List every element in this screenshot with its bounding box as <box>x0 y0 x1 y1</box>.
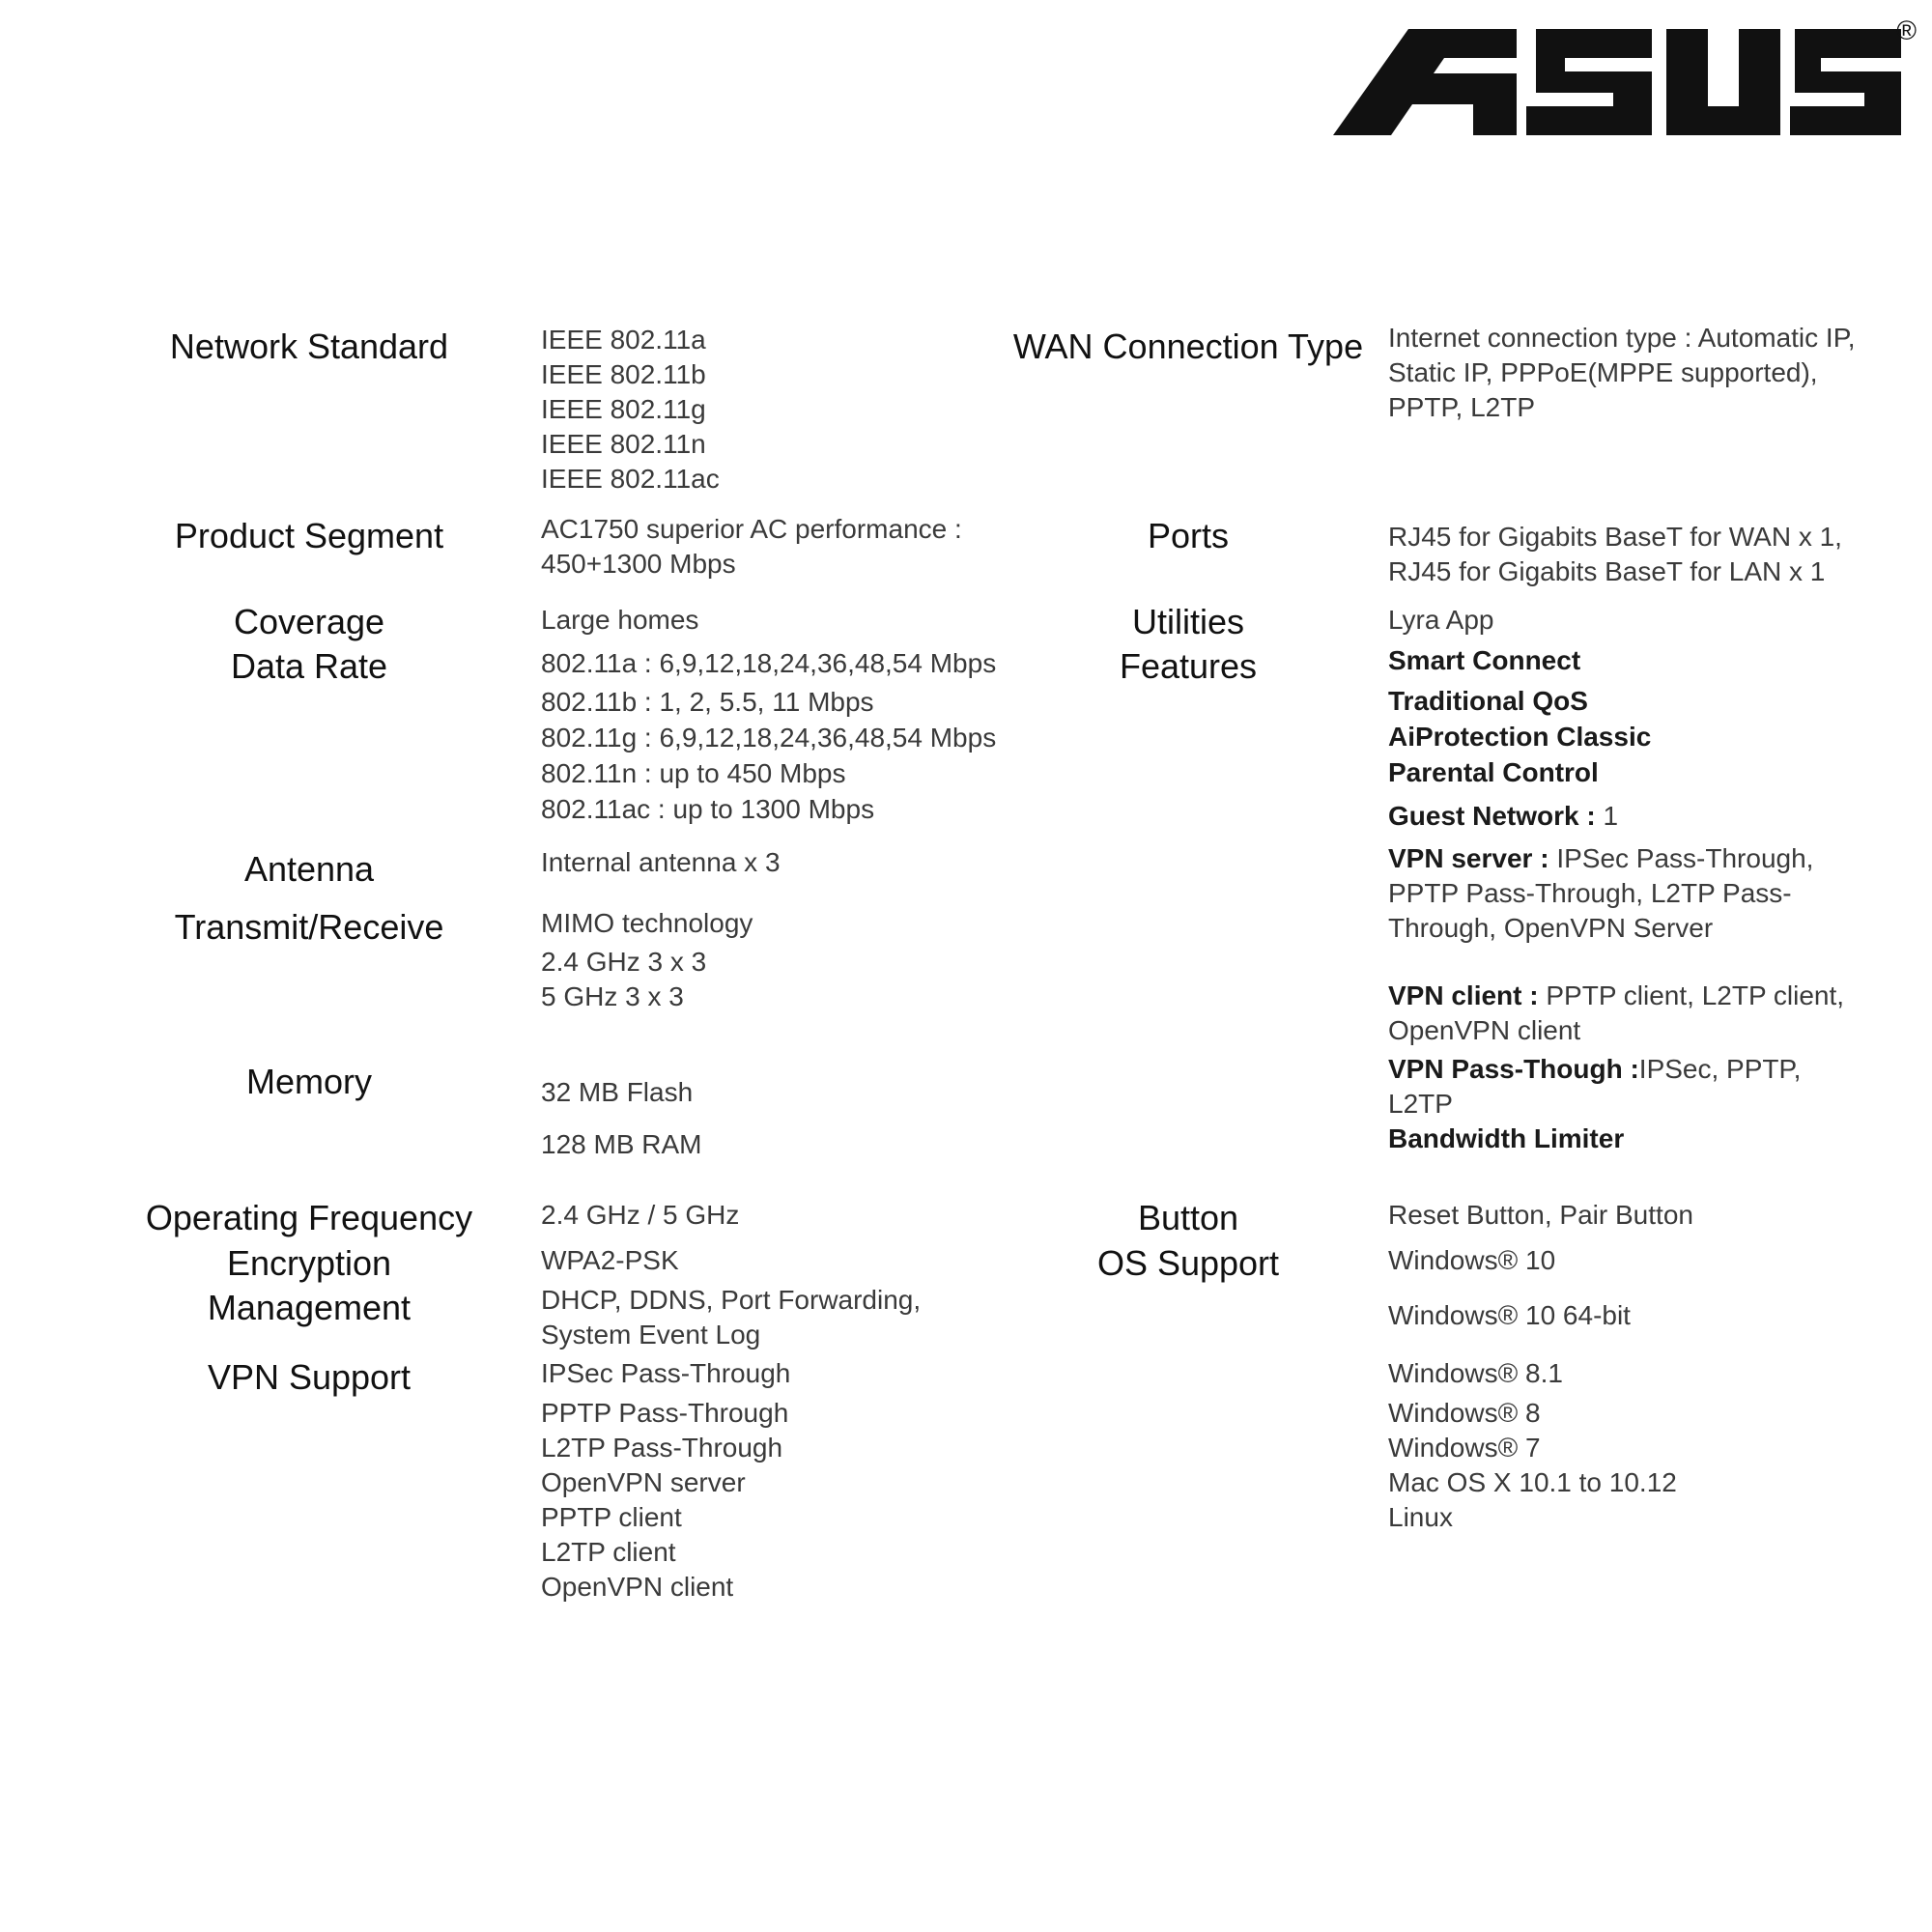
list-item: L2TP <box>1388 1089 1453 1119</box>
feature-vpn-server-key: VPN server : <box>1388 843 1549 873</box>
list-item: IEEE 802.11n <box>541 429 706 459</box>
label-product-segment: Product Segment <box>174 516 444 555</box>
label-os-support: OS Support <box>1096 1243 1280 1283</box>
feature-vpn-server-value: IPSec Pass-Through, <box>1548 843 1814 873</box>
label-button: Button <box>1137 1198 1239 1237</box>
value-ports <box>1388 520 1842 589</box>
label-management: Management <box>207 1288 412 1327</box>
label-coverage: Coverage <box>233 602 385 641</box>
feature-vpn-client-key: VPN client : <box>1388 980 1539 1010</box>
label-antenna: Antenna <box>243 849 375 889</box>
label-network-standard: Network Standard <box>169 327 449 366</box>
feature-aiprotection: AiProtection Classic <box>1388 722 1652 752</box>
list-item: L2TP client <box>541 1537 676 1567</box>
value-os-support <box>1388 1243 1677 1535</box>
label-vpn-support: VPN Support <box>207 1357 412 1397</box>
value-operating-frequency: 2.4 GHz / 5 GHz <box>541 1200 740 1230</box>
list-item: Windows® 10 <box>1388 1245 1556 1275</box>
feature-traditional-qos: Traditional QoS <box>1388 686 1588 716</box>
value-network-standard <box>541 323 720 497</box>
list-item: PPTP Pass-Through, L2TP Pass- <box>1388 878 1792 908</box>
label-features: Features <box>1119 646 1258 686</box>
list-item: IPSec Pass-Through <box>541 1358 791 1388</box>
list-item: 802.11n : up to 450 Mbps <box>541 758 846 788</box>
feature-vpn-pass-key: VPN Pass-Though : <box>1388 1054 1639 1084</box>
value-coverage: Large homes <box>541 605 699 635</box>
label-encryption: Encryption <box>226 1243 392 1283</box>
list-item: Internet connection type : Automatic IP, <box>1388 323 1856 353</box>
feature-vpn-pass-value: IPSec, PPTP, <box>1638 1054 1802 1084</box>
feature-parental-control: Parental Control <box>1388 757 1599 787</box>
list-item: RJ45 for Gigabits BaseT for WAN x 1, <box>1388 522 1842 552</box>
list-item: Mac OS X 10.1 to 10.12 <box>1388 1467 1677 1497</box>
value-button: Reset Button, Pair Button <box>1388 1200 1693 1230</box>
list-item: 802.11g : 6,9,12,18,24,36,48,54 Mbps <box>541 723 997 753</box>
value-vpn-support <box>541 1356 790 1605</box>
list-item: 450+1300 Mbps <box>541 549 736 579</box>
value-transmit-receive <box>541 906 753 1014</box>
asus-logo <box>1333 15 1917 147</box>
list-item: Windows® 8 <box>1388 1398 1541 1428</box>
asus-wordmark-icon <box>1333 21 1903 147</box>
list-item: Static IP, PPPoE(MPPE supported), <box>1388 357 1818 387</box>
value-product-segment <box>541 512 962 582</box>
list-item: OpenVPN client <box>1388 1015 1581 1045</box>
list-item: Through, OpenVPN Server <box>1388 913 1714 943</box>
feature-smart-connect: Smart Connect <box>1388 645 1581 675</box>
value-utilities: Lyra App <box>1388 605 1494 635</box>
list-item: IEEE 802.11b <box>541 359 706 389</box>
label-wan-connection-type: WAN Connection Type <box>1012 327 1364 366</box>
registered-mark: ® <box>1896 15 1917 45</box>
value-antenna: Internal antenna x 3 <box>541 847 781 877</box>
label-ports: Ports <box>1147 516 1230 555</box>
list-item: IEEE 802.11g <box>541 394 706 424</box>
list-item: DHCP, DDNS, Port Forwarding, <box>541 1285 922 1315</box>
label-transmit-receive: Transmit/Receive <box>174 907 444 947</box>
list-item: IEEE 802.11a <box>541 325 706 355</box>
list-item: 802.11ac : up to 1300 Mbps <box>541 794 875 824</box>
list-item: Linux <box>1388 1502 1453 1532</box>
label-data-rate: Data Rate <box>230 646 388 686</box>
list-item: PPTP client <box>541 1502 682 1532</box>
list-item: L2TP Pass-Through <box>541 1433 783 1463</box>
list-item: 2.4 GHz 3 x 3 <box>541 947 707 977</box>
value-data-rate <box>541 646 996 828</box>
value-wan-connection-type <box>1388 321 1856 425</box>
list-item: 128 MB RAM <box>541 1129 702 1159</box>
list-item: 32 MB Flash <box>541 1077 694 1107</box>
list-item: Windows® 7 <box>1388 1433 1541 1463</box>
list-item: AC1750 superior AC performance : <box>541 514 962 544</box>
list-item: IEEE 802.11ac <box>541 464 720 494</box>
label-operating-frequency: Operating Frequency <box>145 1198 473 1237</box>
label-memory: Memory <box>245 1062 372 1101</box>
list-item: RJ45 for Gigabits BaseT for LAN x 1 <box>1388 556 1826 586</box>
feature-guest-network-value: 1 <box>1595 801 1619 831</box>
value-features <box>1388 643 1844 1156</box>
list-item: MIMO technology <box>541 908 753 938</box>
list-item: OpenVPN client <box>541 1572 734 1602</box>
list-item: 802.11b : 1, 2, 5.5, 11 Mbps <box>541 687 874 717</box>
list-item: 802.11a : 6,9,12,18,24,36,48,54 Mbps <box>541 648 997 678</box>
list-item: System Event Log <box>541 1320 761 1350</box>
list-item: 5 GHz 3 x 3 <box>541 981 684 1011</box>
value-memory <box>541 1075 702 1162</box>
list-item: Windows® 10 64-bit <box>1388 1300 1631 1330</box>
list-item: Windows® 8.1 <box>1388 1358 1563 1388</box>
feature-bandwidth-limiter: Bandwidth Limiter <box>1388 1123 1625 1153</box>
feature-vpn-client-value: PPTP client, L2TP client, <box>1538 980 1845 1010</box>
list-item: OpenVPN server <box>541 1467 746 1497</box>
list-item: PPTP, L2TP <box>1388 392 1536 422</box>
list-item: PPTP Pass-Through <box>541 1398 789 1428</box>
value-management <box>541 1283 921 1352</box>
label-utilities: Utilities <box>1131 602 1244 641</box>
value-encryption: WPA2-PSK <box>541 1245 679 1275</box>
feature-guest-network-key: Guest Network : <box>1388 801 1596 831</box>
